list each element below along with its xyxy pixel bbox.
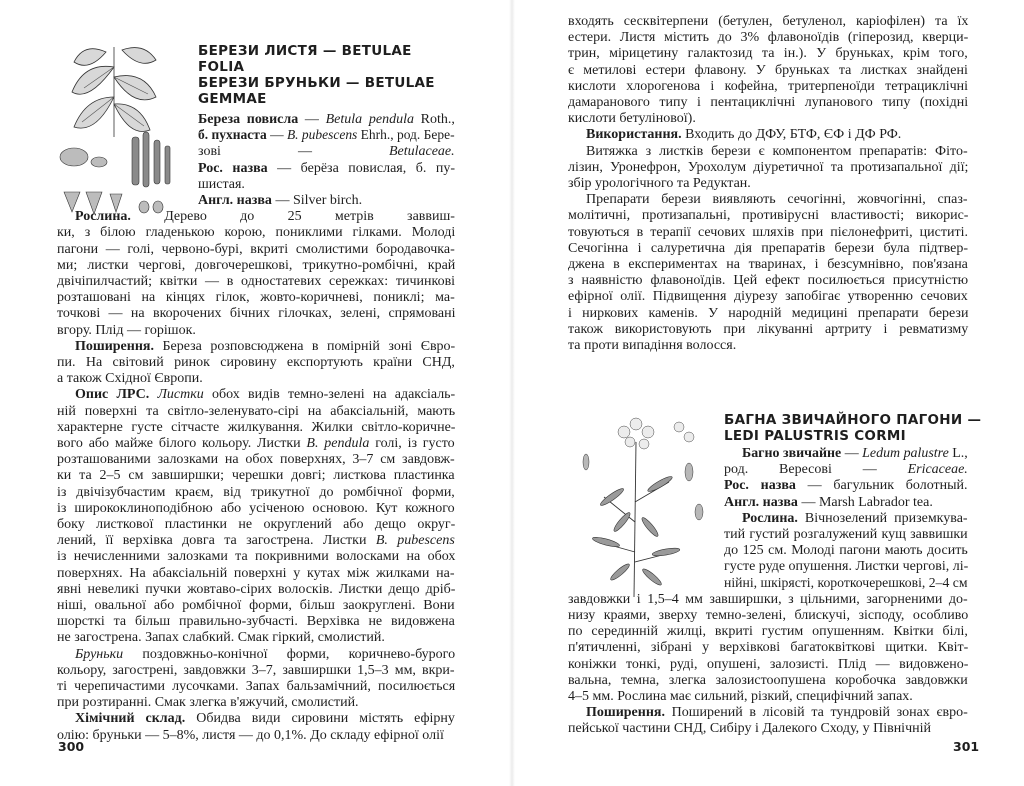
text-line bbox=[198, 177, 245, 192]
run: боку листкової пластинки не округлений або дещо округ- bbox=[57, 517, 456, 532]
text-line bbox=[75, 339, 455, 354]
heading-line: FOLIA bbox=[198, 59, 245, 75]
run-italic: Betula pendula bbox=[325, 112, 414, 127]
text-line bbox=[568, 273, 968, 288]
run: трин, мірицетину галактозид та ін.). У бруньках, крім того, bbox=[568, 46, 968, 62]
run: L., bbox=[948, 446, 968, 461]
run: нійні, шкірясті, короткочерешкові, 2–4 см bbox=[724, 575, 968, 591]
run: — bbox=[841, 446, 863, 461]
run: Обидва види сировини містять ефірну bbox=[185, 711, 455, 727]
run: і ниркових каменів. У народній медицині препарати берези bbox=[568, 305, 969, 321]
text-line bbox=[57, 468, 455, 483]
text-line bbox=[724, 576, 968, 591]
run-bold: Рослина. bbox=[742, 510, 798, 526]
ledum-illustration bbox=[574, 402, 709, 602]
text-line bbox=[57, 663, 455, 678]
text-line bbox=[57, 290, 455, 305]
heading-line: GEMMAE bbox=[198, 91, 267, 107]
text-line bbox=[57, 517, 455, 532]
text-line bbox=[57, 420, 455, 435]
run: із двічізубчастим краєм, від трикутної до ромбічної форми, bbox=[57, 484, 455, 500]
run: — багульник болотный. bbox=[795, 478, 968, 494]
text-line bbox=[568, 306, 968, 321]
run: входять сесквітерпени (бетулен, бетуленол, каріофілен) та їх bbox=[568, 14, 969, 29]
run-bold: Рос. назва bbox=[198, 160, 268, 176]
text-line bbox=[724, 543, 968, 558]
run: Поширений в лісовій та тундровій зонах євро- bbox=[664, 705, 968, 721]
text-line bbox=[75, 647, 455, 662]
run: ефірної олії. Підвищення діурезу запобігає утворенню сечових bbox=[568, 289, 968, 305]
run-bold: Опис ЛРС. bbox=[75, 387, 150, 403]
text-line bbox=[568, 624, 968, 639]
page-number: 300 bbox=[58, 739, 85, 754]
run-bold: Поширення. bbox=[586, 705, 665, 721]
run: 4–5 мм. Рослина має сильний, різкий, специфічний запах. bbox=[568, 689, 913, 704]
run: — Silver birch. bbox=[271, 193, 363, 208]
run: — bbox=[298, 112, 326, 127]
run-italic: Бруньки bbox=[75, 646, 124, 662]
text-line bbox=[57, 533, 455, 548]
run: ки та 2–5 см завширшки; черешки довгі; листкова пластинка bbox=[57, 468, 455, 484]
text-line bbox=[57, 355, 455, 370]
text-line bbox=[57, 598, 455, 613]
run: дамаранового типу і пентациклічні лупанового типу (похідні bbox=[568, 95, 969, 110]
text-line bbox=[724, 559, 968, 574]
text-line bbox=[568, 30, 968, 45]
run-bold: Англ. назва bbox=[198, 193, 272, 208]
run: Входить до ДФУ, БТФ, ЄФ і ДФ РФ. bbox=[681, 127, 902, 143]
run-bold: Рос. назва bbox=[724, 478, 796, 494]
run: — bbox=[266, 128, 287, 144]
text-line bbox=[75, 387, 455, 402]
text-line bbox=[568, 673, 968, 688]
run: характерне густе сітчасте жилкування. Жилки світло-коричне- bbox=[57, 419, 456, 435]
run: вальна, темна, злегка залозистоопушена коробочка завдовжки bbox=[568, 672, 968, 688]
text-line bbox=[57, 582, 455, 597]
run: ки, з білою гладенькою корою, пониклими гілками. Молоді bbox=[57, 225, 456, 241]
run: молітичні, протизапальні, противірусні властивості; викорис- bbox=[568, 208, 969, 224]
run: голі, із густо bbox=[369, 436, 455, 451]
run-bold: Береза повисла bbox=[198, 112, 299, 127]
run: розташованими залозками на обох поверхнях, 3–7 см завдовж- bbox=[57, 452, 455, 468]
run: вгору. Плід — горішок. bbox=[57, 322, 196, 338]
run: товуються в терапії сечових шляхів при пієлонефриті, циститі. bbox=[568, 224, 968, 240]
text-line bbox=[568, 608, 968, 623]
run: Roth., bbox=[413, 112, 455, 127]
run: — Marsh Labrador tea. bbox=[797, 494, 933, 510]
text-line bbox=[57, 501, 455, 516]
text-line bbox=[568, 338, 736, 353]
run-bold: Поширення. bbox=[75, 338, 154, 354]
run: Вічнозелений приземкува- bbox=[797, 510, 968, 526]
text-line bbox=[57, 679, 455, 694]
text-line bbox=[568, 176, 751, 191]
text-line bbox=[586, 192, 968, 207]
run: тий густий розгалужений кущ заввишки bbox=[724, 527, 968, 542]
text-line bbox=[568, 257, 968, 272]
run: кислоти бетулінової). bbox=[568, 111, 696, 127]
run: — берёза повислая, б. пу- bbox=[267, 160, 456, 176]
run: та проти випадіння волосся. bbox=[568, 338, 737, 353]
text-line bbox=[57, 452, 455, 467]
run: олію: бруньки — 5–8%, листя — до 0,1%. До складу ефірної олії bbox=[57, 727, 444, 743]
run-bold: Англ. назва bbox=[724, 494, 798, 510]
text-line bbox=[568, 160, 968, 175]
text-line bbox=[568, 657, 968, 672]
run: род. Вересові — bbox=[724, 462, 908, 478]
run-italic: B. pubescens bbox=[286, 128, 358, 144]
text-line bbox=[586, 144, 968, 159]
text-line bbox=[568, 208, 968, 223]
run: Препарати берези виявляють сечогінні, жовчогінні, спаз- bbox=[586, 192, 968, 208]
run: шистая. bbox=[198, 176, 245, 192]
text-line bbox=[75, 209, 455, 224]
text-line bbox=[568, 225, 968, 240]
text-line bbox=[724, 478, 968, 493]
run: а також Східної Європи. bbox=[57, 371, 203, 387]
run: явні невеликі пучки жовтаво-сірих волосків. Листки дещо дріб- bbox=[57, 581, 456, 597]
run: Витяжка з листків берези є компонентом препаратів: Фіто- bbox=[586, 143, 968, 159]
run: кольору, загострені, завдовжки 3–7, завширшки 1,5–3 мм, вкри- bbox=[57, 662, 455, 678]
run: двічіпилчастий; квітки — в одностатевих сережках: тичинкові bbox=[57, 274, 456, 289]
run: коніжки тонкі, руді, опушені, залозисті. Плід — видовжено- bbox=[568, 656, 969, 672]
run: п'ятичленні, зібрані у верхівкові багатоквіткові щитки. Квіт- bbox=[568, 640, 969, 656]
text-line bbox=[568, 111, 696, 126]
run: поверхнях. На абаксіальній поверхні у кутах між жилками на- bbox=[57, 565, 455, 581]
run: вого або майже білого кольору. Листки bbox=[57, 436, 307, 451]
run: ній поверхні та світло-зеленувато-сірі на абаксіальній, мають bbox=[57, 403, 456, 419]
run-italic: B. pendula bbox=[306, 436, 370, 451]
text-line bbox=[568, 14, 968, 29]
text-line bbox=[198, 193, 362, 208]
text-line bbox=[568, 241, 968, 256]
run: поздовжньо-конічної форми, коричнево-бурого bbox=[123, 646, 456, 662]
text-line bbox=[568, 95, 968, 110]
run: не загострена. Запах слабкий. Смак гіркий, смолистий. bbox=[57, 630, 385, 646]
heading-line: БАГНА ЗВИЧАЙНОГО ПАГОНИ — bbox=[724, 412, 982, 428]
text-line bbox=[57, 695, 359, 710]
run-bold: Багно звичайне bbox=[742, 446, 842, 461]
run-italic: B. pubescens bbox=[375, 533, 455, 549]
text-line bbox=[57, 630, 385, 645]
text-line bbox=[57, 614, 455, 629]
run-bold: Рослина. bbox=[75, 209, 131, 225]
text-line bbox=[57, 371, 203, 386]
run: лений, її верхівка довга та загострена. Листки bbox=[57, 533, 376, 549]
text-line bbox=[742, 511, 968, 526]
text-line bbox=[57, 549, 455, 564]
run: із нечисленними залозками та покривними волосками на обох bbox=[57, 549, 456, 565]
run: кислоти хлорогенова і кофейна, тритерпеноїди тетрациклічні bbox=[568, 78, 969, 94]
text-line bbox=[57, 728, 444, 743]
run-bold: Хімічний склад. bbox=[75, 711, 186, 727]
text-line bbox=[57, 258, 455, 273]
text-line bbox=[57, 566, 455, 581]
run-italic: Ledum palustre bbox=[862, 446, 949, 461]
run: джена в експериментах на тваринах, і безсумнівно, пов'язана bbox=[568, 257, 968, 272]
run: збір урологічного та Редуктан. bbox=[568, 176, 751, 191]
text-line bbox=[57, 225, 455, 240]
text-line bbox=[57, 404, 455, 419]
text-line bbox=[724, 462, 968, 477]
run: зові — bbox=[198, 144, 389, 160]
run: обох видів темно-зелені на адаксіаль- bbox=[203, 387, 456, 403]
run: по серединній жилці, вкриті густим опушенням. Квітки білі, bbox=[568, 624, 968, 640]
heading-line: LEDI PALUSTRIS CORMI bbox=[724, 428, 906, 444]
run: Береза розповсюджена в помірній зоні Євро- bbox=[153, 338, 456, 354]
text-line bbox=[724, 527, 968, 542]
run: естери. Листя містить до 3% флавоноїдів (гіперозид, кверци- bbox=[568, 30, 969, 46]
page-number: 301 bbox=[953, 739, 980, 754]
run: розташовані на кінцях гілок, жовто-коричневі, пониклі; ма- bbox=[57, 290, 455, 306]
text-line bbox=[57, 436, 455, 451]
run: з наявністю флавоноїдів. Цей ефект посилюється присутністю bbox=[568, 273, 969, 289]
run: пи. На світовий ринок сировину експортують країни СНД, bbox=[57, 355, 455, 370]
text-line bbox=[57, 274, 455, 289]
run: при розтиранні. Смак злегка в'яжучий, смолистий. bbox=[57, 695, 359, 711]
run: низу краями, зверху темно-зелені, блискучі, зісподу, особливо bbox=[568, 608, 969, 623]
run: також використовують при лікуванні артриту і ревматизму bbox=[568, 321, 969, 337]
run: завдовжки і 1,5–4 мм завширшки, з цільними, загорненими до- bbox=[568, 591, 968, 607]
run: ми; листки чергові, довгочерешкові, трикутно-ромбічні, край bbox=[57, 257, 456, 273]
run: лізин, Уронефрон, Урохолум діуретичної та протизапальної дії; bbox=[568, 159, 969, 175]
text-line bbox=[568, 640, 968, 655]
run-bold: Використання. bbox=[586, 127, 682, 143]
run: Дерево до 25 метрів заввиш- bbox=[130, 209, 455, 225]
run: є метилові естери флавону. У бруньках та листках знайдені bbox=[568, 62, 968, 78]
text-line bbox=[75, 711, 455, 726]
text-line bbox=[198, 128, 455, 143]
birch-illustration bbox=[44, 42, 184, 227]
text-line bbox=[586, 705, 968, 720]
run: пагони — голі, червоно-бурі, вкриті смолистими бородавочка- bbox=[57, 241, 455, 257]
run-italic: Betulaceae. bbox=[388, 144, 455, 160]
heading-line: БЕРЕЗИ ЛИСТЯ — BETULAE bbox=[198, 43, 412, 59]
text-line bbox=[586, 127, 901, 142]
run: ті черепичастими лусочками. Запах бальзамічний, посилюється bbox=[57, 679, 456, 694]
text-line bbox=[568, 46, 968, 61]
run: Сечогінна і салуретична дія препаратів берези була підтвер- bbox=[568, 240, 969, 256]
text-line bbox=[57, 323, 196, 338]
text-line bbox=[568, 322, 968, 337]
heading-line: БЕРЕЗИ БРУНЬКИ — BETULAE bbox=[198, 75, 435, 91]
text-line bbox=[198, 112, 455, 127]
run-bold: б. пухнаста bbox=[198, 128, 267, 144]
right-page bbox=[512, 0, 1024, 786]
text-line bbox=[568, 289, 968, 304]
run: до 125 см. Молоді пагони мають досить bbox=[724, 543, 968, 559]
text-line bbox=[57, 485, 455, 500]
text-line bbox=[198, 161, 455, 176]
run: ніші, овальної або ромбічної форми, більш заокруглені. Вони bbox=[57, 598, 455, 613]
run: із ширококлиноподібною або усіченою основою. Кут кожного bbox=[57, 500, 455, 516]
run: густе руде опушення. Листки чергові, лі- bbox=[724, 559, 969, 575]
text-line bbox=[57, 242, 455, 257]
text-line bbox=[198, 144, 455, 159]
text-line bbox=[568, 592, 968, 607]
run-italic: Ericaceae. bbox=[907, 462, 968, 478]
text-line bbox=[742, 446, 968, 461]
text-line bbox=[568, 721, 931, 736]
run: Ehrh., род. Бере- bbox=[357, 128, 455, 144]
text-line bbox=[568, 63, 968, 78]
text-line bbox=[724, 495, 933, 510]
run: шорсткі та більш правильно-зубчасті. Верхівка не видовжена bbox=[57, 614, 455, 630]
run: пейської частини СНД, Сибіру і Далекого Сходу, у Північній bbox=[568, 721, 931, 737]
text-line bbox=[57, 306, 455, 321]
run: точкові — на вкорочених бічних гілочках, зелені, спрямовані bbox=[57, 306, 456, 322]
run-italic: Листки bbox=[157, 387, 204, 403]
text-line bbox=[568, 689, 913, 704]
text-line bbox=[568, 79, 968, 94]
